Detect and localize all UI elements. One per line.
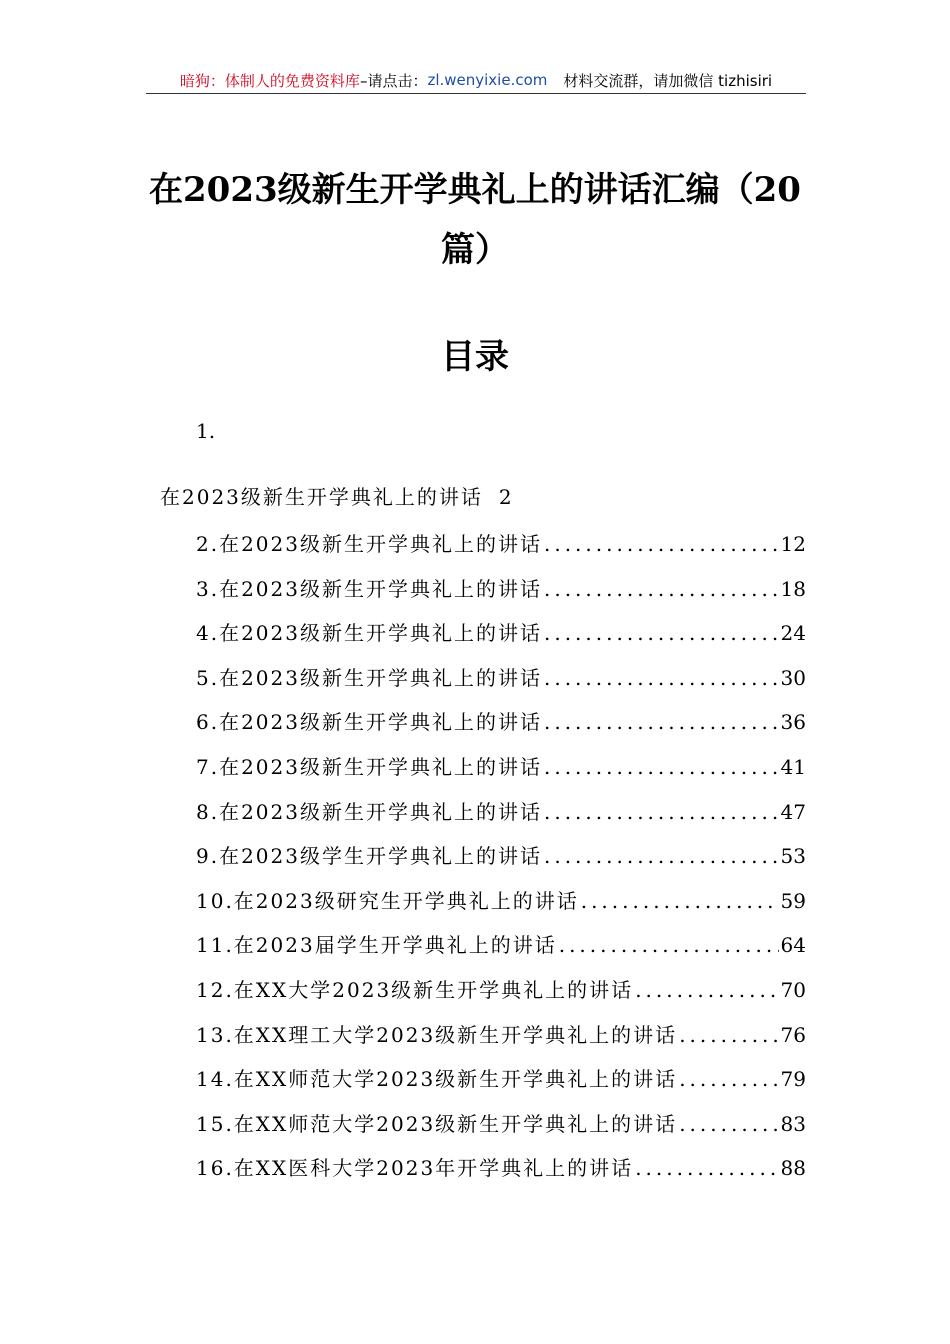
toc-leader: [544, 527, 779, 561]
toc-entry[interactable]: [196, 1107, 806, 1152]
header-prompt: –请点击：: [359, 71, 428, 90]
toc-entry-title: 11.在2023届学生开学典礼上的讲话: [196, 933, 557, 958]
toc-entry-page: 83: [780, 1111, 806, 1136]
toc-entry-title: 4.在2023级新生开学典礼上的讲话: [196, 621, 542, 646]
toc-entry-title: 6.在2023级新生开学典礼上的讲话: [196, 710, 542, 735]
toc-entry-page: 24: [780, 621, 806, 646]
toc-entry-page: 79: [780, 1067, 806, 1092]
toc-leader: [544, 839, 779, 873]
toc-leader: [679, 1018, 778, 1052]
toc-entry-title: 14.在XX师范大学2023级新生开学典礼上的讲话: [196, 1067, 678, 1092]
toc-entry[interactable]: [196, 884, 806, 929]
toc-leader: [544, 572, 779, 606]
toc-entry-title: 2.在2023级新生开学典礼上的讲话: [196, 532, 542, 556]
document-title-line-2: 篇）: [441, 230, 509, 270]
toc-entry[interactable]: [196, 795, 806, 840]
toc-entry-page: 70: [780, 977, 806, 1002]
toc-leader: [559, 928, 779, 962]
toc-entry[interactable]: [196, 1018, 806, 1063]
toc-entry-title: 15.在XX师范大学2023级新生开学典礼上的讲话: [196, 1111, 678, 1136]
document-title: [120, 160, 830, 280]
document-title-line-1: 在2023级新生开学典礼上的讲话汇编（20: [149, 170, 801, 210]
toc-leader: [679, 1107, 778, 1141]
toc-entry[interactable]: [196, 705, 806, 750]
toc-entry-title: 13.在XX理工大学2023级新生开学典礼上的讲话: [196, 1022, 678, 1047]
toc-entry-page: 12: [780, 532, 806, 556]
toc-leader: [581, 884, 779, 918]
toc-entry[interactable]: [196, 527, 806, 572]
toc-first-entry[interactable]: [160, 482, 514, 512]
toc-entry[interactable]: [196, 1151, 806, 1196]
toc-entry-title: 16.在XX医科大学2023年开学典礼上的讲话: [196, 1156, 634, 1181]
toc-leader: [544, 705, 779, 739]
toc-entry-title: 10.在2023级研究生开学典礼上的讲话: [196, 888, 579, 913]
toc-entry[interactable]: [196, 928, 806, 973]
toc-leader: [679, 1062, 778, 1096]
toc-entry-page: 41: [780, 754, 806, 779]
toc-entry-page: 64: [780, 933, 806, 958]
toc-entry-page: 36: [780, 710, 806, 735]
toc-entry-title: 7.在2023级新生开学典礼上的讲话: [196, 754, 542, 779]
toc-entry-title: 5.在2023级新生开学典礼上的讲话: [196, 665, 542, 690]
toc-entry[interactable]: [196, 661, 806, 706]
header-link[interactable]: zl.wenyixie.com: [427, 71, 548, 89]
toc-heading: 目录: [441, 337, 509, 377]
toc-leader: [635, 1151, 778, 1185]
toc-entry[interactable]: [196, 750, 806, 795]
toc-first-number[interactable]: 1.: [196, 419, 216, 443]
toc-leader: [544, 795, 779, 829]
toc-entry-title: 3.在2023级新生开学典礼上的讲话: [196, 576, 542, 601]
toc-entry-page: 2: [498, 485, 514, 509]
toc-entry-title: 12.在XX大学2023级新生开学典礼上的讲话: [196, 977, 634, 1002]
toc-leader: [544, 750, 779, 784]
toc-leader: [635, 973, 778, 1007]
header-divider: [146, 93, 806, 94]
toc-entry[interactable]: [196, 973, 806, 1018]
toc-entry-page: 76: [780, 1022, 806, 1047]
toc-leader: [544, 616, 779, 650]
toc-entry[interactable]: [196, 572, 806, 617]
page-header: [148, 66, 804, 94]
toc-entry[interactable]: [196, 839, 806, 884]
toc-entry-page: 88: [780, 1156, 806, 1181]
toc-leader: [544, 661, 779, 695]
header-brand: 暗狗：体制人的免费资料库: [179, 71, 360, 90]
toc-entry-page: 18: [780, 576, 806, 601]
toc-entry[interactable]: [196, 616, 806, 661]
toc-entry-title: 9.在2023级学生开学典礼上的讲话: [196, 844, 542, 869]
header-contact: 材料交流群，请加微信 tizhisiri: [563, 71, 773, 90]
toc-entry-page: 53: [780, 844, 806, 869]
toc-entry-title: 8.在2023级新生开学典礼上的讲话: [196, 799, 542, 824]
toc-entry-page: 47: [780, 799, 806, 824]
toc-list: [196, 527, 806, 1196]
toc-entry-title: 在2023级新生开学典礼上的讲话: [160, 485, 483, 509]
toc-entry-page: 59: [780, 888, 806, 913]
toc-entry[interactable]: [196, 1062, 806, 1107]
toc-entry-page: 30: [780, 665, 806, 690]
